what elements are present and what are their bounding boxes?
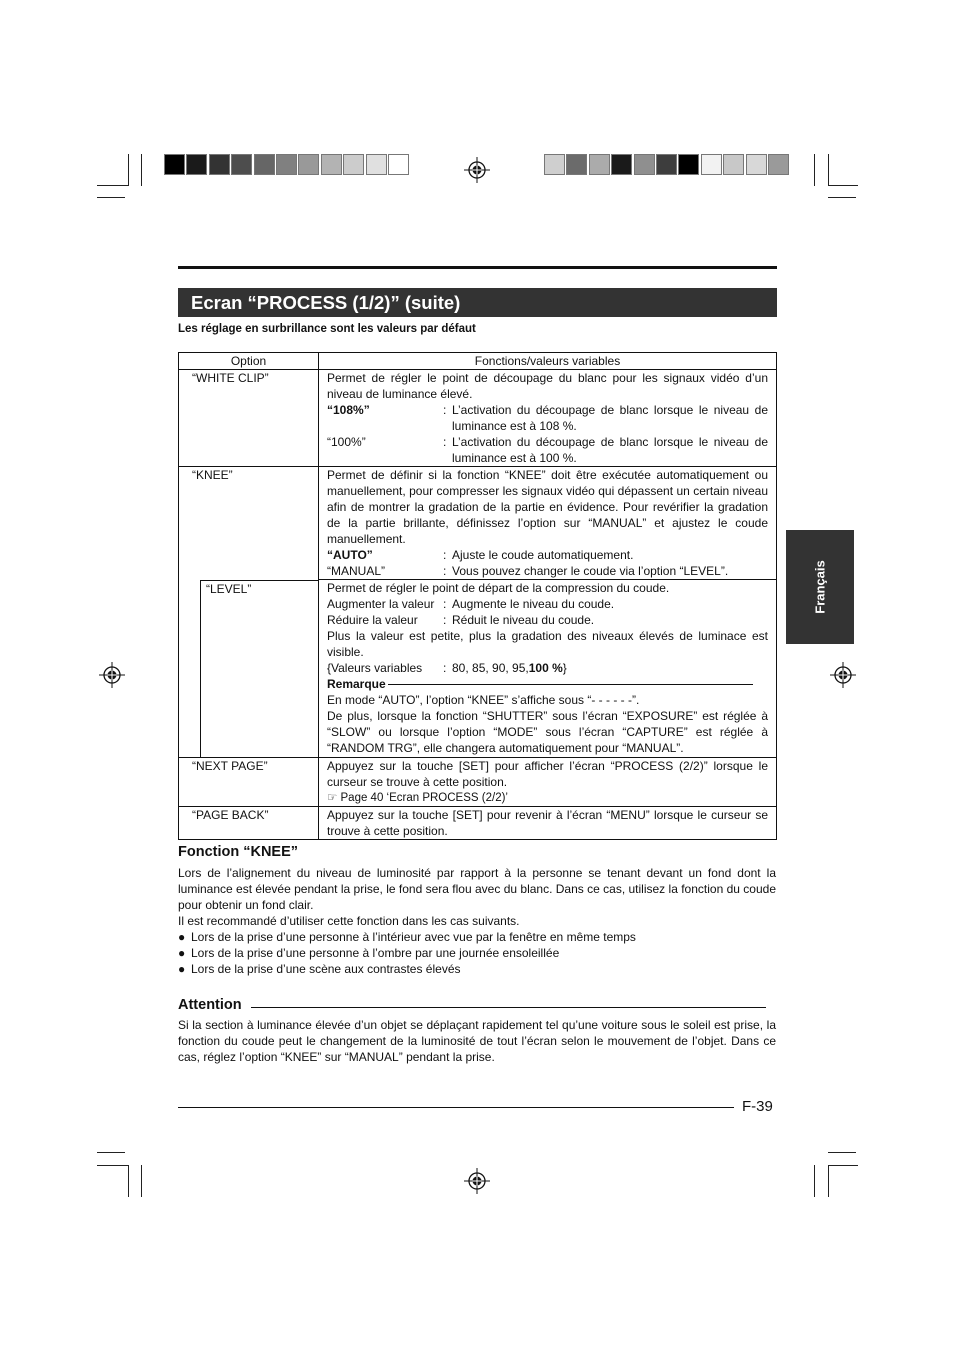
option-description [319, 467, 777, 580]
color-swatch [544, 154, 565, 175]
color-swatch [254, 154, 275, 175]
crop-mark [128, 154, 129, 186]
value-row: “108%” : L’activation du découpage de blanc lorsque le niveau de luminance est à 108 %. [327, 403, 768, 433]
color-swatch [768, 154, 789, 175]
list-item [178, 961, 776, 977]
value-text: Augmente le niveau du coude. [452, 597, 615, 611]
language-tab [786, 530, 854, 644]
color-swatch [321, 154, 342, 175]
color-swatch [611, 154, 632, 175]
color-swatch [231, 154, 252, 175]
option-page-back: “PAGE BACK” [179, 806, 319, 839]
option-description [319, 370, 777, 467]
option-knee: “KNEE” [179, 467, 319, 580]
option-description [319, 806, 777, 839]
page-title: Ecran “PROCESS (1/2)” (suite) [178, 288, 777, 317]
value-text: Ajuste le coude automatiquement. [452, 548, 634, 562]
crop-mark [814, 154, 815, 186]
remark-text: De plus, lorsque la fonction “SHUTTER” sous l’écran “EXPOSURE” est réglée à “SLOW” ou lorsque l’option “MODE” sous l’écran “CAPTURE” est réglée à “RANDOM TRG”, elle changera automatiquement pour “MANUAL”. [327, 709, 768, 755]
list-item [178, 929, 776, 945]
table-row [179, 806, 777, 839]
color-swatch [723, 154, 744, 175]
option-level-cell [179, 580, 319, 758]
color-swatch [186, 154, 207, 175]
knee-paragraph: Il est recommandé d’utiliser cette fonction dans les cas suivants. [178, 914, 520, 928]
color-swatch [656, 154, 677, 175]
color-swatch [298, 154, 319, 175]
table-row [179, 580, 777, 758]
option-description [319, 580, 777, 758]
column-header-functions: Fonctions/valeurs variables [319, 353, 777, 370]
attention-heading: Attention [178, 997, 242, 1013]
crop-mark [828, 185, 858, 186]
bullet-icon: ● [178, 962, 186, 976]
attention-text: Si la section à luminance élevée d’un objet se déplaçant rapidement tel qu’une voiture sous le soleil est prise, la fonction du coude peut le changement de la luminosité de tout l’écran selon le mouvement de l’objet. Dans ce cas, réglez l’option “KNEE” sur “MANUAL” pendant la prise. [178, 1018, 776, 1064]
list-item-text: Lors de la prise d’une personne à l’intérieur avec vue par la fenêtre en même temps [191, 930, 636, 944]
crop-mark [828, 1165, 829, 1197]
table-row [179, 467, 777, 580]
description-text: Permet de régler le point de départ de la compression du coude. [327, 581, 670, 595]
attention-rule [251, 1007, 766, 1008]
table-header-row [179, 353, 777, 370]
option-level: “LEVEL” [200, 580, 318, 757]
crop-mark [828, 1165, 858, 1166]
color-swatch [746, 154, 767, 175]
color-swatch [634, 154, 655, 175]
registration-mark-icon [464, 157, 490, 183]
color-swatch [209, 154, 230, 175]
crop-mark [128, 1165, 129, 1197]
crop-mark [828, 1152, 856, 1153]
color-swatch [366, 154, 387, 175]
crop-mark [141, 1165, 142, 1197]
registration-mark-icon [830, 662, 856, 688]
options-table [178, 352, 777, 840]
description-text: Appuyez sur la touche [SET] pour revenir à l’écran “MENU” lorsque le curseur se trouve à cette position. [327, 807, 768, 838]
value-row: Augmenter la valeur : Augmente le niveau du coude. [327, 596, 768, 612]
description-note: Plus la valeur est petite, plus la gradation des niveaux élevés de luminace est visible. [327, 629, 768, 659]
list-item-text: Lors de la prise d’une personne à l’ombre par une journée ensoleillée [191, 946, 560, 960]
value-key: “AUTO” [327, 548, 373, 562]
remark-title: Remarque [327, 677, 386, 691]
color-swatch [589, 154, 610, 175]
option-description [319, 757, 777, 806]
column-header-option: Option [179, 353, 319, 370]
option-next-page: “NEXT PAGE” [179, 757, 319, 806]
default-value: 100 % [528, 661, 563, 675]
value-text: Réduit le niveau du coude. [452, 613, 595, 627]
value-key: “100%” [327, 435, 366, 449]
color-swatch [164, 154, 185, 175]
value-key: Augmenter la valeur [327, 597, 435, 611]
value-text: Vous pouvez changer le coude via l’option “LEVEL”. [452, 564, 729, 578]
color-swatch [701, 154, 722, 175]
value-text: L’activation du découpage de blanc lorsque le niveau de luminance est à 100 %. [452, 435, 768, 465]
registration-mark-icon [464, 1168, 490, 1194]
value-key: “MANUAL” [327, 564, 386, 578]
value-text: L’activation du découpage de blanc lorsque le niveau de luminance est à 108 %. [452, 403, 768, 433]
footer-rule [178, 1107, 734, 1108]
crop-mark [828, 197, 856, 198]
value-key: Réduire la valeur [327, 613, 418, 627]
value-row: {Valeurs variables : 80, 85, 90, 95,100 %} [327, 661, 567, 675]
description-text: Permet de régler le point de découpage du blanc pour les signaux vidéo d’un niveau de luminance élevé. [327, 371, 768, 401]
value-key: “108%” [327, 403, 370, 417]
crop-mark [141, 154, 142, 186]
bullet-icon: ● [178, 946, 186, 960]
crop-mark [828, 154, 829, 186]
description-text: Permet de définir si la fonction “KNEE” doit être exécutée automatiquement ou manuellement, pour compresser les signaux vidéo qui dépassent un certain niveau afin de montrer la gradation de la partie en évidence. Pour revérifier la gradation de la partie brillante, définissez l’option sur “MANUAL” et ajustez le coude manuellement. [327, 468, 768, 546]
color-swatch [566, 154, 587, 175]
value-row: “AUTO” : Ajuste le coude automatiquement. [327, 547, 768, 563]
remark-text: En mode “AUTO”, l’option “KNEE” s’affiche sous “- - - - - -”. [327, 693, 640, 707]
crop-mark [97, 1152, 125, 1153]
list-item-text: Lors de la prise d’une scène aux contrastes élevés [191, 962, 461, 976]
knee-paragraph: Lors de l’alignement du niveau de luminosité par rapport à la personne se tenant devant un fond dont la luminance est élevée pendant la prise, le fond sera flou avec du blanc. Dans ce cas, utilisez la fonction du coude pour obtenir un fond clair. [178, 866, 776, 912]
table-row [179, 370, 777, 467]
page-reference: ☞ Page 40 ‘Ecran PROCESS (2/2)’ [327, 791, 508, 804]
value-text: 80, 85, 90, 95, [452, 661, 529, 675]
color-swatch [678, 154, 699, 175]
description-text: Appuyez sur la touche [SET] pour afficher l’écran “PROCESS (2/2)” lorsque le curseur se trouve à cette position. [327, 758, 768, 789]
crop-mark [814, 1165, 815, 1197]
table-caption: Les réglage en surbrillance sont les valeurs par défaut [178, 323, 476, 335]
crop-mark [97, 197, 125, 198]
value-close: } [562, 661, 567, 675]
value-key: {Valeurs variables [327, 661, 423, 675]
knee-section-body [178, 865, 776, 977]
table-row [179, 757, 777, 806]
page-number: F-39 [742, 1098, 773, 1115]
value-row: “100%” : L’activation du découpage de blanc lorsque le niveau de luminance est à 100 %. [327, 435, 768, 465]
top-rule [178, 266, 777, 269]
crop-mark [97, 185, 129, 186]
bullet-icon: ● [178, 930, 186, 944]
remark-heading [327, 676, 768, 692]
language-tab-label: Français [812, 560, 828, 614]
knee-heading: Fonction “KNEE” [178, 844, 299, 860]
registration-mark-icon [99, 662, 125, 688]
list-item [178, 945, 776, 961]
option-white-clip: “WHITE CLIP” [179, 370, 319, 467]
crop-mark [97, 1165, 129, 1166]
color-swatch [388, 154, 409, 175]
color-swatch [343, 154, 364, 175]
value-row: Réduire la valeur : Réduit le niveau du coude. [327, 612, 768, 628]
color-swatch [276, 154, 297, 175]
value-row: “MANUAL” : Vous pouvez changer le coude via l’option “LEVEL”. [327, 563, 768, 579]
